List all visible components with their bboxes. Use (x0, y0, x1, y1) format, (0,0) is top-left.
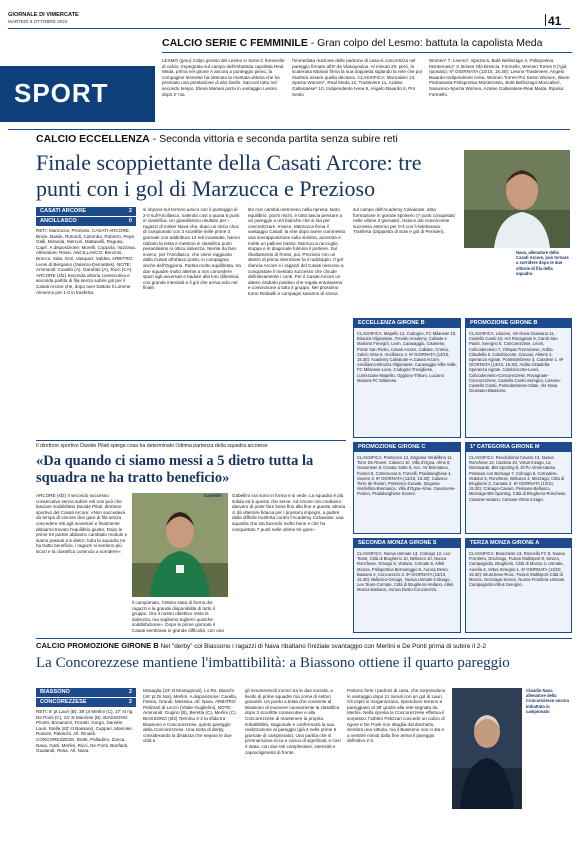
top-story-title: CALCIO SERIE C FEMMINILE - Gran colpo del Lesmo: battuta la capolista Meda (162, 37, 543, 49)
section-title: SPORT (14, 78, 109, 108)
seconda-categoria-title: SECONDA MONZA GIRONE S (354, 539, 460, 548)
interview-kicker: Il direttore sportivo Davide Pilati spiega cosa ha determinato l'ottima partenza della squadra arcorese (36, 443, 268, 449)
score-row-home: BIASSONO 2 (36, 688, 136, 697)
promozione-girone-c-text: CLASSIFICA: Pontevico 13, Zingonia Verdellino 11, Torre De Roveri, Calusco 10, Villa d'Ogna, Alme 8, Gavarnese 8, Cenate Sotto 6, Acc. AV Bremasca, Fiorino 6, Cortenuova 5, Forcelli, Pradalunghese 4, Sovere 3. 6ª GIORNATA (13/10, 15.30): Calusco-Torre de Roveri, Pontevico-Cenate, Zingonia Verdellino-Bremasca, Villa d'Ogna-Alme, Gavarnese-Fiorino, Pradalunghese-Sovere. (357, 455, 456, 497)
score-row-home: CASATI ARCORE 2 (36, 207, 136, 216)
categoria-1-text: CLASSIFICA: Revolutional Cavaro 13, Nuova Ronchese 12, Cassina 10, Virtus Inzago, La Dominante, BM Sporting 8, Di Po Vimercatese, Pessano con Bornago 7, Colnago 6, Cornatese, Vedano 5, Ronchese, Bellusco 4, Mezzago, Città di Brugherio 3, Carnate 2. 6ª GIORNATA (13/10, 15.30): Colnago-Cavaro, Pessano-Bellusco, Mezzago-BM Sporting, Città di Brugherio-Ronchese, Cassina-Vedano, Carnate-Virtus Inzago. (469, 455, 567, 502)
header-rule (8, 28, 570, 29)
top-story-rule (162, 52, 572, 53)
eccellenza-headline: Finale scoppiettante della Casati Arcore: tre punti con i gol di Marzucca e Prezioso (36, 150, 422, 201)
promozione-girone-c-title: PROMOZIONE GIRONE C (354, 443, 460, 452)
biassono-rule (36, 638, 572, 639)
promozione-girone-c-box (353, 442, 461, 534)
promozione-girone-b-box (465, 318, 572, 438)
terza-categoria-title: TERZA MONZA GIRONE A (466, 539, 571, 548)
biassono-col-1: RETI: 8' pt Lauri (B), 38' pt Merlini (C), 17' st rig. De Ponti (C), 23' st Mannise (B). BIASSONO: Pinotti, Bonanomi, Fioratti, Gorgo, Daniele, Lauri, Stella (63' st Bassani), Cuppari, Mannise, Rossini, Paloschi. All. Rinaldi. CONCOREZZESE: Bratti, Palladino, Zonca, Nava, Gatti, Merlini, Ricci, De Ponti, Bonfanti, Gualandi, Rosa. All. Nava. (36, 709, 134, 754)
eccellenza-girone-b-title: ECCELLENZA GIRONE B (354, 319, 460, 328)
promozione-girone-b-text: CLASSIFICA: Lissone, Vis Nova Giussano 11, Castello Cantù 10, Ars Rovagnate 9, Cantù San Paolo, Seregno 8, Concorezzese, Leoni, Colicodervieno 7, Olimpia Trezzanese, Ardita Cittadella 5, Calolziocorte, Giovani, Alserio 4, Speranza Agrate, Pontelambrese 3, Caratese 1. 6ª GIORNATA (13/10, 15.30): Ardita Cittadella-Speranza Agrate, Calolziocorte-Leoni, Colicodervieno-Concorezzese, Rovagnate-Concorezzese, Castello Cantù-Seregno, Lissone-Castello Cantù, Pontelambrese-Olate, Vis Nova Giussano-Biassono. (469, 331, 564, 394)
eccellenza-scoreboard (36, 207, 136, 226)
issue-date: MARTEDÌ 8 OTTOBRE 2024 (8, 19, 68, 24)
seconda-categoria-text: CLASSIFICA: Nuova Usmate 13, Colnago 12, Leo Team, Città di Brugherio 10, Bellusco 10, Nuova Ronchese, Ornago 8, Vedano, Cornate 6, Atleti Monza, Polisportiva Bernareggio 5, Aurora Desio, Basiano 4, Concorezzo 3. 6ª GIORNATA (13/10, 15.30): Bellusco-Ornago, Nuova Usmate-Colnago, Leo Team-Cornate, Città di Brugherio-Vedano, Atleti Monza-Basiano, Aurora Desio-Concorezzo. (357, 551, 454, 593)
biassono-scoreboard (36, 688, 136, 707)
eccellenza-col-4: sul campo dell'Academy Calvairate, altra formazione in grande spolvero (7 punti conquistati nelle ultime 3 giornate), reduce dal convincente successo esterno per 0-3 con l'Aldebarana. Trasferta (doppietta di Sow e gol di Pensieri). (353, 207, 455, 235)
biassono-headline: La Concorezzese mantiene l'imbattibilità: a Biassono ottiene il quarto pareggio (36, 655, 510, 671)
interview-col-3: Gabellini ora sono in forma e si vede. La squadra è più solida ed è questo che serve. Ad Arcore ora crediamo davvero di poter fare bene fino alla fine e questa vittoria ci dà ulteriore fiducia per i prossimi impegni, a partire dalla difficile trasferta contro l'Academy Calvairate, una squadra che sta facendo molto bene e che ha conquistato 7 punti nelle ultime tre gare». (232, 493, 346, 532)
interview-col-2: il campionato, l'ottimo stato di forma dei ragazzi e la grande disponibilità di tutto il gruppo. Ora il nostro obiettivo resta la salvezza, ma vogliamo toglierci qualche soddisfazione». Dopo le prime giornate il Casati sembrava in grande difficoltà, con una (132, 600, 224, 633)
eccellenza-rule (8, 129, 570, 130)
categoria-1-box (465, 442, 572, 534)
seconda-categoria-box (353, 538, 461, 633)
terza-categoria-box (465, 538, 572, 633)
eccellenza-girone-b-box (353, 318, 461, 438)
biassono-col-4: Partono forte i padroni di casa, che sorprendono in vantaggio dopo 11 minuti con un gol di Lauri. Gli ospiti si riorganizzano, riprendono terreno e pareggiano al 38' grazie alla rete segnata da Merlini. Nella ripresa la Concorezzese effettua il sorpasso: l'arbitro Pelizzari concede un calcio di rigore e De Ponti non sbaglia dal dischetto. Sembra una vittoria, ma il Biassono non ci sta e a ventitré minuti dalla fine arriva il pareggio definitivo 2-2. (347, 688, 446, 744)
top-story-col-2: l'immediata reazione delle padrone di casa si concretizza nel pareggio firmato all'8' da Vlasopoulou. Al minuto 20, però, la scatenata Mariani firma la sua doppietta siglando la rete che poi risulterà essere quella decisiva. CLASSIFICA: Moncalieri 13, Spezia Women*, Real Meda 12, Trastevere 11, Azalee Gallaratese* 10, Indipendente Ivrea 9, Angelo Baiardo 8, Pro Sesto (292, 58, 422, 97)
page-number-divider (545, 14, 546, 26)
nava-photo-illustration (452, 688, 522, 809)
interview-photo-illustration (132, 493, 228, 597)
nava-photo (452, 688, 522, 809)
eccellenza-col-1: RETI: Marzucca, Prezioso. CASATI ARCORE: Brivio, Basile, Rotondi, Colombo, Ruberto, Pepe, Galli, Miranda, Mercuri, Mattavelli, Ragusa, Caprì. A disposizione: Morelli, Coppola, Vazzana. Allenatore: Rossi. ANCILLASCO: Benzoni, Brocco, Sala, Gori, Vasquez, Valdes. ARBITRO: Leoni di Bergamo (Salerno-Dematteis). NOTE: Ammoniti: Cavallo (A), Garofalo (A), Ricci (CA). ARCORE (sf2) Seconda vittoria consecutiva e seconda partita di fila senza subire gol per il Casati Arcore che, dopo aver battuto il Lomme Almenno per 1-0 in trasferta, (36, 228, 136, 295)
biassono-col-2: Mosaglia (23' st Montagnosi), Lo Re, Bianchi (46' pt Di Noi), Merlini. A disposizione: Carella, Fatma, Grandi, Messina. All. Nava. ARBITRO: Pelizzari di Lecco (Vitale-Guglielmi). NOTE: Ammoniti: Gugino (B), Beretta (C), Merlini (C). BIASSONO (sf2) Termina 2-2 la sfida tra Biassono e Concorezzese, quinto pareggio della Concorezzese. Una sorta di derby, considerando la distanza che separa le due città e (143, 688, 238, 744)
terza-categoria-text: CLASSIFICA: Bruschese 13, Roncello FC 9, Nuova Frontiera, Grezzago, Fusion Multisport 8, Sovico, Campagnola, Brugherio, Città di Monza 4, Usmate, Aurelia 3, Virtus Seregno 1. 6ª GIORNATA (13/10, 15.30): Bruschese-Ronc. Fusion Multisport-Città di Monza, Grezzago-Sovico, Nuova Frontiera-Usmate, Campagnola-Virtus Seregno. (469, 551, 566, 588)
biassono-kicker: CALCIO PROMOZIONE GIRONE B Nel "derby" col Biassono i ragazzi di Nava ribaltano l'iniziale svantaggio con Merlini e De Ponti prima di subire il 2-2 (36, 641, 487, 650)
biassono-col-3: gli innumerevoli incroci tra le due società, a livello di prime squadre ma come di settori giovanili. Un punto a testa che consente al Biassono di muovere nuovamente la classifica dopo 3 sconfitte consecutive e alla Concorezzese di mantenere la propria imbattibilità, stagionale e confermarsi la sua realizzazione al pareggio (già 4 nelle prime 5 giornate di campionato). Una partita che si prennunciava ricca e carica di significati, e così è stata, con due reti complessive, intensità e capovolgimenti di fronte. (245, 688, 341, 755)
interview-rule (36, 440, 346, 441)
interview-quote: «Da quando ci siamo messi a 5 dietro tutta la squadra ne ha tratto beneficio» (36, 453, 314, 486)
nava-photo-caption: Claudio Nava allenatore della Concorezzese ancora imbattuta in campionato (526, 688, 570, 714)
page-number: 41 (548, 14, 562, 28)
score-row-away: CONCOREZZESE 2 (36, 698, 136, 707)
eccellenza-girone-b-text: CLASSIFICA: Mapello 12, Codogno, FC Milanese 10, Brianza Olginatese, Trevido Academy, Cabiate e Mariano Fenegrò, Leon, Caravaggio, Cisanese, Ponte San Pietro, Casati Arcore, Cabiate, Crema, Calcio Orsa 6, Ancillasco 4. 6ª GIORNATA (13/10, 15.30): Academy Calvairate-A.Casati Arcore, Ancillasco-Brianza Olginatese, Caravaggio-Villa Valle, FC Milanese-Leon, Codogno-Trevigliese, Lumezzane-Mapello, Oggiono-Tritium, Luciano Manara-FC Milanese. (357, 331, 457, 383)
top-story-col-3: Women* 7, Lesmo*, Spezia 6, Bulè Bellinzago 4, Polisportiva Monterosso* 3, Brixen Obi Brescia, Formello, Women Torres 0 (*già riposato). 6ª GIORNATA (13/10, 15.30): Lesmo-Trastevere, Angelo Baiardo-Indipendente Ivrea, Women Torres-Pro Sesto Women, Bixen Pietrasanta-Polisportiva Monterosso, Bulè Bellinzago-Moncalieri, Saraceno-Spezia Women, Azalee Gallaratese-Real Meda. Riposa: Formello. (429, 58, 570, 97)
promozione-girone-b-title: PROMOZIONE GIRONE B (466, 319, 571, 328)
top-story-col-1: LESMO (gmu) Colpo grosso del Lesmo in Serie C femminile di calcio. Impegnata sul campo dell'imbattuta capolista Real Meda, prima nel girone A ancora a punteggio pieno, la compagine lesmese ha ottenuto la meritata vittoria che ha premiato una prestazione di alto livello. Sacconi tutto nel secondo tempo. Elena Mariani porta in vantaggio Lesmo dopo 2' ma (162, 58, 285, 97)
interview-col-1: ARCORE (sf2) Il secondo successo consecutivo senza subire reti non può che lasciare soddisfatto Davide Pilati, direttore sportivo del Casati Arcore: «Non succedeva da tempo di vincere due gare di fila senza concedere reti agli avversari e finalmente abbiamo trovato l'equilibrio giusto. Dopo le prime tre partite abbiamo cambiato modulo e siamo passati a 5 dietro: tutta la squadra ne ha tratto beneficio, i ragazzi si sentono più sicuri e la classifica comincia a sorridere». (36, 493, 128, 554)
eccellenza-kicker: CALCIO ECCELLENZA - Seconda vittoria e seconda partita senza subire reti (36, 133, 398, 145)
eccellenza-col-2: si impone sul terreno amico con il punteggio di 2-0 sull'Ancillasco, salendo così a quota 6 punti in classifica. Un grandissimo risultato per i ragazzi di mister Nava che, dopo un inizio choc di campionato con 3 sconfitte nelle prime 3 giornate con addirittura 12 reti incassate, hanno rialzato la testa e mettono in classifica punti pesantissimi in ottica salvezza. Niente da fare, invece, per l'Ancillasco, che viene raggiunto dalla Casati all'ottavo posto, in compagnia anche dell'Oggiono. Partita molto equilibrata, tra due squadre molto attente a non concedere spazi agli avversari e badare alla loro difensiva, con grande intensità e il gol che arriva solo nel finale. (143, 207, 241, 291)
categoria-1-title: 1ª CATEGORIA GIRONE M (466, 443, 571, 452)
interview-photo (132, 493, 228, 597)
sport-section-banner (0, 66, 155, 122)
eccellenza-col-3: tito non cambia nemmeno nella ripresa: tanto equilibrio, pochi rischi, e tutto lascia pensare a un pareggio a reti bianche che si sta per concretizzare. Invece, Marzucca firma il vantaggio Casati: la rete dopo avere commesso una sovrapposizione sulla sinistra, accentra e mette un pallone basso: Marzucca raccoglie, stoppa e in diagonale fulmina il portiere. Sul ribaltamento di fronte, poi, Prezioso con un destro di prima intenzione fa il raddoppio. Il gol rilancia Arcore e i ragazzi del Casati riescono a conquistare il meritato successo che chiude definitivamente i conti. Per il Casati Arcore un atteso risultato positivo che regala entusiasmo e convinzione a tutto il gruppo. Nel prossimo turno Redaelli e compagni saranno di scena (248, 207, 346, 296)
coach-photo-illustration (464, 150, 570, 248)
score-row-away: ANCILLASCO 0 (36, 217, 136, 226)
interview-photo-caption: Gabellini (204, 493, 222, 498)
coach-photo (464, 150, 570, 248)
coach-photo-caption: Nava, allenatore della Casati Arcore, può tornare a sorridere dopo le due vittorie di fila della squadra (516, 250, 569, 276)
paper-name: GIORNALE DI VIMERCATE (8, 12, 79, 18)
